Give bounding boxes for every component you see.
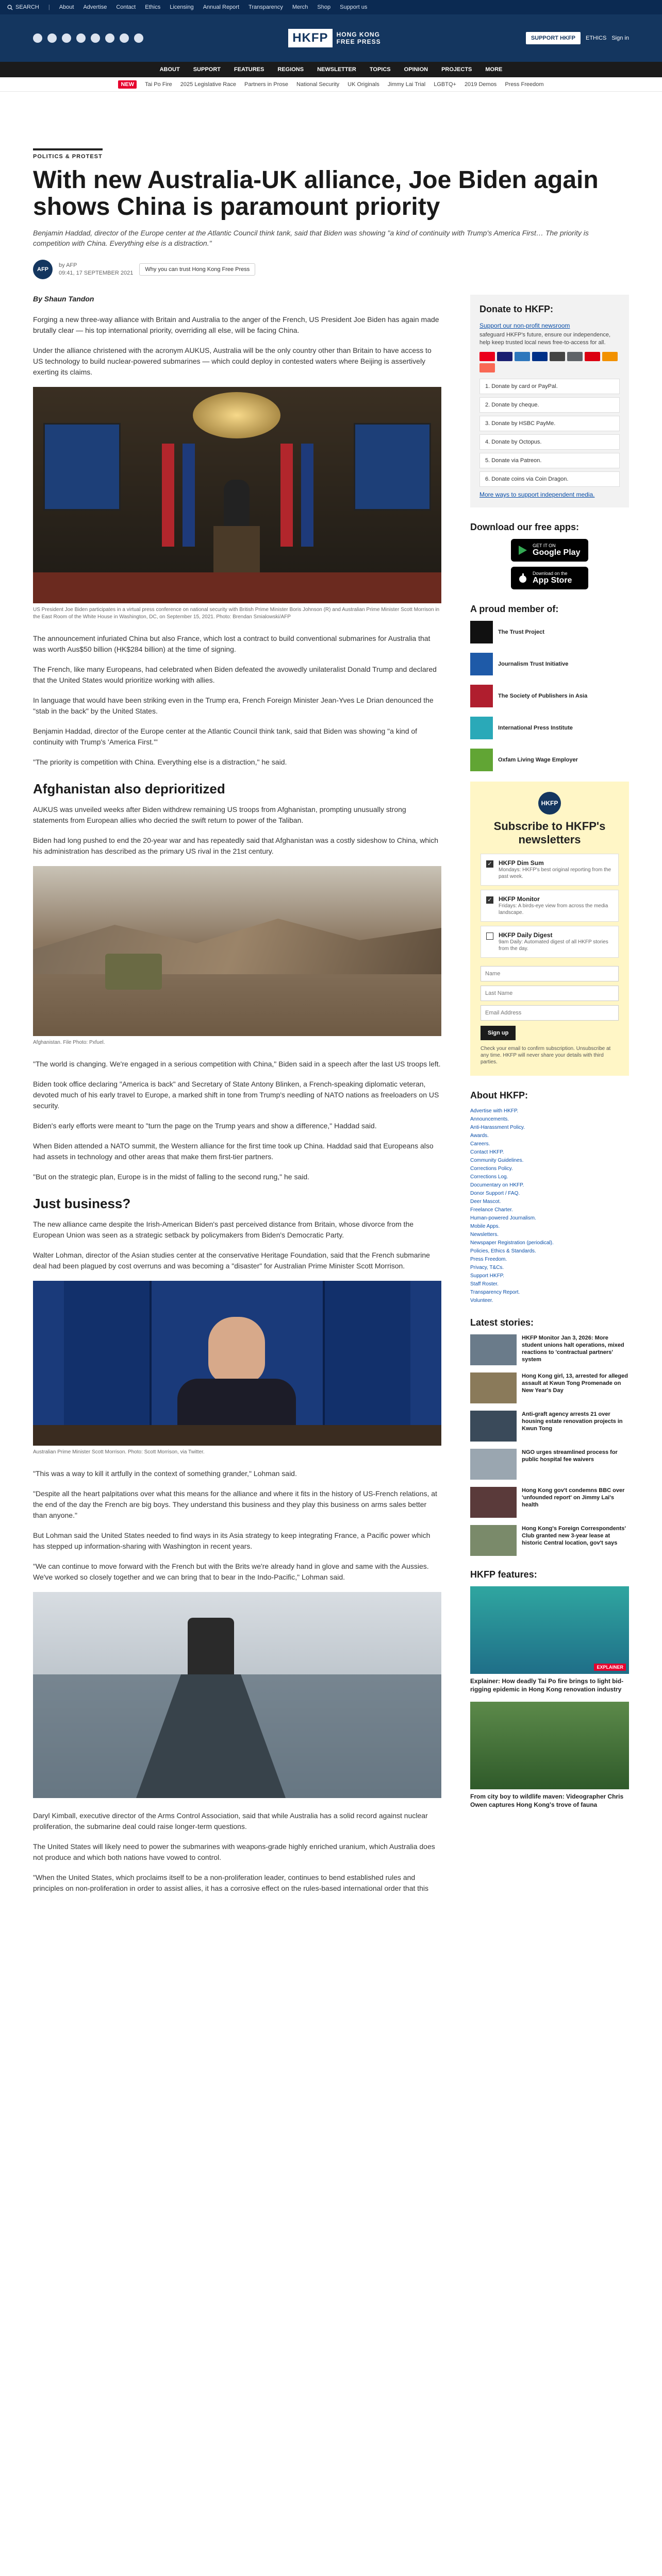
- paragraph: "But on the strategic plan, Europe is in the midst of falling to the second rung," he said.: [33, 1173, 310, 1181]
- subnav-item[interactable]: National Security: [296, 81, 340, 88]
- photo-press-conference[interactable]: [33, 387, 441, 603]
- author-avatar[interactable]: AFP: [33, 260, 53, 279]
- utility-bar: SEARCH | About Advertise Contact Ethics Licensing Annual Report Transparency Merch Shop Support us: [0, 0, 662, 14]
- newsletter-box: [470, 782, 629, 1076]
- byline-meta: [59, 262, 133, 277]
- features-section: [470, 1569, 629, 1809]
- google-play-button[interactable]: [511, 539, 588, 562]
- story-thumb: [470, 1372, 517, 1403]
- screen-right: [354, 423, 431, 511]
- carpet: [33, 572, 441, 603]
- person-head: [208, 1317, 265, 1384]
- photo-morrison[interactable]: [33, 1281, 441, 1446]
- paragraph: Forging a new three-way alliance with Britain and Australia to the anger of the French, US President Joe Biden has again made brutally clear — his top international priority, overriding all else, will be facing China.: [33, 315, 439, 334]
- about-link[interactable]: Community Guidelines.: [470, 1158, 524, 1163]
- donate-option-cheque[interactable]: 2. Donate by cheque.: [479, 397, 620, 413]
- member-section: [470, 604, 629, 771]
- paragraph: Benjamin Haddad, director of the Europe center at the Atlantic Council think tank, said that Biden was showing "a kind of continuity with Trump's 'America First.'": [33, 727, 418, 746]
- threads-icon[interactable]: [76, 33, 86, 43]
- facebook-icon[interactable]: [33, 33, 42, 43]
- donate-option-payme[interactable]: 3. Donate by HSBC PayMe.: [479, 416, 620, 431]
- photo-afghanistan[interactable]: [33, 866, 441, 1036]
- email-input[interactable]: [481, 1005, 619, 1021]
- octopus-icon: [602, 352, 618, 361]
- amex-icon: [515, 352, 530, 361]
- author-line: By Shaun Tandon: [33, 295, 94, 303]
- about-link[interactable]: Advertise with HKFP.: [470, 1108, 519, 1114]
- about-link[interactable]: Human-powered Journalism.: [470, 1215, 536, 1221]
- vehicle: [105, 954, 162, 990]
- about-link[interactable]: Support HKFP.: [470, 1273, 504, 1279]
- about-link[interactable]: Newspaper Registration (periodical).: [470, 1240, 554, 1246]
- logo-mark: HKFP: [288, 29, 332, 47]
- flag: [301, 444, 313, 547]
- paragraph: AUKUS was unveiled weeks after Biden withdrew remaining US troops from Afghanistan, prompting unusually strong statements from European allies who decried the swift return to power of the Taliban.: [33, 805, 406, 824]
- ad-space: [0, 92, 662, 148]
- paragraph: Walter Lohman, director of the Asian studies center at the conservative Heritage Foundation, said that the French submarine deal had been plagued by cost overruns and was becoming a "disaster" for Australian Prime Minister Scott Morrison.: [33, 1251, 430, 1270]
- about-link[interactable]: Anti-Harassment Policy.: [470, 1125, 525, 1130]
- byline-row: [33, 260, 629, 279]
- subnav-item[interactable]: Partners in Prose: [244, 81, 288, 88]
- util-link-merch[interactable]: Merch: [292, 4, 308, 10]
- last-name-input[interactable]: [481, 986, 619, 1001]
- newsletter-option-dimsum[interactable]: [481, 854, 619, 886]
- story-thumb: [470, 1411, 517, 1442]
- checkbox[interactable]: ✓: [486, 896, 493, 904]
- about-link[interactable]: Freelance Charter.: [470, 1207, 513, 1213]
- sign-in-link[interactable]: Sign in: [611, 35, 629, 41]
- about-link[interactable]: Volunteer.: [470, 1298, 493, 1303]
- paragraph: Biden had long pushed to end the 20-year war and has repeatedly said that Afghanistan was a costly sideshow to China, which his administration has described as the primary US rival in the 21st century.: [33, 836, 439, 855]
- latest-section: [470, 1317, 629, 1556]
- feature-image: [470, 1586, 629, 1674]
- member-name: International Press Institute: [498, 724, 573, 731]
- figure-submarine: [33, 1592, 441, 1798]
- section-heading: Just business?: [33, 1196, 131, 1211]
- paragraph: Biden's early efforts were meant to "turn the page on the Trump years and show a difference," Haddad said.: [33, 1122, 377, 1130]
- caption: Australian Prime Minister Scott Morrison. Photo: Scott Morrison, via Twitter.: [33, 1449, 205, 1455]
- donate-option-card[interactable]: 1. Donate by card or PayPal.: [479, 379, 620, 394]
- figure-press-conference: [33, 387, 441, 621]
- latest-title: Latest stories:: [470, 1317, 534, 1328]
- paragraph: The French, like many Europeans, had celebrated when Biden defeated the avowedly unilateralist Donald Trump and declared that the United States would prioritize working with allies.: [33, 665, 437, 684]
- about-link[interactable]: Corrections Log.: [470, 1174, 508, 1180]
- signup-button[interactable]: Sign up: [481, 1026, 516, 1040]
- util-link-annual-report[interactable]: Annual Report: [203, 4, 240, 10]
- paypal-icon: [532, 352, 548, 361]
- newsletter-name: HKFP Monitor: [499, 895, 540, 903]
- about-link[interactable]: Careers.: [470, 1141, 490, 1147]
- ethics-link[interactable]: ETHICS: [586, 35, 607, 41]
- member-ipi[interactable]: [470, 717, 629, 739]
- newsletter-title: Subscribe to HKFP's newsletters: [493, 820, 606, 846]
- feature-title: From city boy to wildlife maven: Videographer Chris Owen captures Hong Kong's trove of fauna: [470, 1793, 624, 1808]
- google-play-small: GET IT ON: [533, 543, 556, 548]
- util-link-support[interactable]: Support us: [340, 4, 368, 10]
- paragraph: The United States will likely need to power the submarines with weapons-grade highly enriched uranium, which Australia does not produce and which both nations have vowed to control.: [33, 1842, 435, 1861]
- story-title: Anti-graft agency arrests 21 over housing estate renovation projects in Kwun Tong: [522, 1411, 623, 1432]
- paragraph: Under the alliance christened with the acronym AUKUS, Australia will be the only country other than Britain to have access to US technology to build nuclear-powered submarines — which could deploy in contested waters where Beijing is assertively exerting its claims.: [33, 346, 432, 376]
- about-list: [470, 1107, 629, 1305]
- payment-methods: [479, 352, 620, 372]
- article-header: [0, 148, 662, 279]
- app-store-button[interactable]: [511, 567, 588, 589]
- newsletter-desc: 9am Daily: Automated digest of all HKFP stories from the day.: [499, 939, 608, 952]
- apps-title: Download our free apps:: [470, 522, 580, 532]
- latest-story[interactable]: [470, 1411, 629, 1442]
- article-category[interactable]: POLITICS & PROTEST: [33, 148, 103, 160]
- search-label: SEARCH: [15, 4, 39, 10]
- newsletter-desc: Fridays: A birds-eye view from across the media landscape.: [499, 903, 608, 916]
- paragraph: "We can continue to move forward with the French but with the Brits we're already hand in glove and same with the Aussies. We've worked so closely together and we can bring that to bear in the Indo-Pacific," Lohman said.: [33, 1562, 429, 1581]
- trust-project-logo: [470, 621, 493, 643]
- paragraph: "Despite all the heart palpitations over what this means for the alliance and where it fits in the history of US-French relations, at the end of the day the French are big boys. They understand this business and they play this business on arms sales better than anyone.": [33, 1489, 437, 1519]
- feature-image: [470, 1702, 629, 1789]
- util-link-licensing[interactable]: Licensing: [170, 4, 194, 10]
- app-store-small: Download on the: [533, 571, 568, 576]
- nav-newsletter[interactable]: NEWSLETTER: [317, 66, 356, 73]
- about-link[interactable]: Staff Roster.: [470, 1281, 499, 1287]
- sub-nav: [0, 77, 662, 92]
- byline-source[interactable]: by AFP: [59, 262, 77, 268]
- content-wrap: [0, 295, 662, 1903]
- donate-more-link[interactable]: More ways to support independent media.: [479, 491, 595, 498]
- newsletter-desc: Mondays: HKFP's best original reporting from the past week.: [499, 867, 611, 879]
- nav-projects[interactable]: PROJECTS: [441, 66, 472, 73]
- newsletter-option-digest[interactable]: [481, 926, 619, 958]
- latest-story[interactable]: [470, 1449, 629, 1480]
- latest-story[interactable]: [470, 1334, 629, 1365]
- visa-icon: [497, 352, 512, 361]
- new-badge: NEW: [118, 80, 137, 89]
- story-title: Hong Kong gov't condemns BBC over 'unfounded report' on Jimmy Lai's health: [522, 1487, 625, 1508]
- about-link[interactable]: Corrections Policy.: [470, 1166, 513, 1172]
- nav-features[interactable]: FEATURES: [234, 66, 264, 73]
- search-button[interactable]: [7, 4, 39, 10]
- photo-submarine[interactable]: [33, 1592, 441, 1798]
- util-link-about[interactable]: About: [59, 4, 74, 10]
- checkbox[interactable]: ✓: [486, 860, 493, 868]
- paragraph: "The priority is competition with China. Everything else is a distraction," he said.: [33, 758, 287, 766]
- instagram-icon[interactable]: [62, 33, 71, 43]
- about-link[interactable]: Policies, Ethics & Standards.: [470, 1248, 536, 1254]
- youtube-icon[interactable]: [91, 33, 100, 43]
- water: [33, 1674, 441, 1798]
- member-name: Oxfam Living Wage Employer: [498, 756, 578, 763]
- flag: [162, 444, 174, 547]
- paragraph: Biden took office declaring "America is back" and Secretary of State Antony Blinken, a French-speaking diplomatic veteran, devoted much of his early travel to Europe, a marked shift in tone from Trump's needling of NATO nations as freeloaders on US security.: [33, 1080, 439, 1110]
- latest-story[interactable]: [470, 1487, 629, 1518]
- donate-option-octopus[interactable]: 4. Donate by Octopus.: [479, 434, 620, 450]
- paragraph: In language that would have been striking even in the Trump era, French Foreign Minister Jean-Yves Le Drian denounced the "stab in the back" by the United States.: [33, 696, 434, 715]
- newsletter-logo: HKFP: [538, 792, 561, 815]
- about-link[interactable]: Press Freedom.: [470, 1257, 507, 1262]
- desk: [33, 1425, 441, 1446]
- flag-left: [64, 1281, 152, 1446]
- feature-card[interactable]: [470, 1586, 629, 1693]
- member-name: The Society of Publishers in Asia: [498, 692, 588, 699]
- about-link[interactable]: Newsletters.: [470, 1232, 499, 1238]
- donate-text: safeguard HKFP's future, ensure our independence, help keep trusted local news free-to-access for all.: [479, 332, 611, 346]
- nav-support[interactable]: SUPPORT: [193, 66, 221, 73]
- telegram-icon[interactable]: [120, 33, 129, 43]
- latest-story[interactable]: [470, 1525, 629, 1556]
- mastercard-icon: [479, 352, 495, 361]
- byline-date: 09:41, 17 SEPTEMBER 2021: [59, 270, 134, 276]
- about-link[interactable]: Donor Support / FAQ.: [470, 1191, 520, 1196]
- oxfam-logo: [470, 749, 493, 771]
- about-section: [470, 1090, 629, 1305]
- paragraph: But Lohman said the United States needed to find ways in its Asia strategy to keep integrating France, a Pacific power which has stepped up information-sharing with Washington in recent years.: [33, 1531, 431, 1550]
- sidebar: [470, 295, 629, 1903]
- paragraph: "The world is changing. We're engaged in a serious competition with China," Biden said in a speech after the last US troops left.: [33, 1060, 441, 1068]
- newsletter-option-monitor[interactable]: [481, 890, 619, 922]
- nav-about[interactable]: ABOUT: [159, 66, 180, 73]
- nav-opinion[interactable]: OPINION: [404, 66, 428, 73]
- about-link[interactable]: Contact HKFP.: [470, 1149, 504, 1155]
- search-icon: [7, 5, 13, 10]
- patreon-icon: [479, 363, 495, 372]
- member-name: The Trust Project: [498, 629, 544, 635]
- submarine-sail: [188, 1618, 234, 1680]
- payme-icon: [585, 352, 600, 361]
- paragraph: "When the United States, which proclaims itself to be a non-proliferation leader, continues to bend established rules and principles on non-proliferation in order to assist allies, it has a corrosive effect on the rules-based international order that this: [33, 1873, 429, 1892]
- site-logo[interactable]: [288, 29, 380, 47]
- about-title: About HKFP:: [470, 1090, 528, 1100]
- features-title: HKFP features:: [470, 1569, 537, 1580]
- story-thumb: [470, 1449, 517, 1480]
- applepay-icon: [550, 352, 565, 361]
- nav-topics[interactable]: TOPICS: [369, 66, 391, 73]
- chandelier: [193, 392, 280, 438]
- caption: US President Joe Biden participates in a virtual press conference on national security with British Prime Minister Boris Johnson (R) and Australian Prime Minister Scott Morrison in the East Room of the White House in Washington, DC, on September 15, 2021. Photo: Brendan Smialowski/AFP: [33, 607, 440, 620]
- subnav-item[interactable]: Tai Po Fire: [145, 81, 172, 88]
- apple-icon: [517, 572, 528, 584]
- member-jti[interactable]: [470, 653, 629, 675]
- site-header: [0, 14, 662, 62]
- section-heading: Afghanistan also deprioritized: [33, 781, 225, 796]
- util-link-ethics[interactable]: Ethics: [145, 4, 161, 10]
- nav-regions[interactable]: REGIONS: [277, 66, 304, 73]
- subnav-item[interactable]: Press Freedom: [505, 81, 544, 88]
- jti-logo: [470, 653, 493, 675]
- story-title: NGO urges streamlined process for public hospital fee waivers: [522, 1449, 618, 1463]
- feature-title: Explainer: How deadly Tai Po fire brings to light bid-rigging epidemic in Hong Kong renovation industry: [470, 1677, 624, 1693]
- logo-line-1: HONG KONG: [336, 31, 380, 38]
- paragraph: When Biden attended a NATO summit, the Western alliance for the first time took up China. Haddad said that Europeans also had assets in technology and other areas that make them first-tier partners.: [33, 1142, 434, 1161]
- subnav-item[interactable]: 2025 Legislative Race: [180, 81, 236, 88]
- story-thumb: [470, 1334, 517, 1365]
- rss-icon[interactable]: [134, 33, 143, 43]
- member-name: Journalism Trust Initiative: [498, 660, 569, 667]
- member-title: A proud member of:: [470, 604, 559, 614]
- social-links: [33, 33, 143, 43]
- story-thumb: [470, 1525, 517, 1556]
- nav-more[interactable]: MORE: [485, 66, 503, 73]
- trust-button[interactable]: Why you can trust Hong Kong Free Press: [139, 263, 255, 276]
- flag: [183, 444, 195, 547]
- flag-right: [323, 1281, 410, 1446]
- donate-option-coins[interactable]: 6. Donate coins via Coin Dragon.: [479, 471, 620, 487]
- mountains: [33, 912, 441, 974]
- google-play-icon: [517, 545, 528, 556]
- subnav-item[interactable]: 2019 Demos: [464, 81, 497, 88]
- donate-title: Donate to HKFP:: [479, 304, 553, 314]
- apps-section: [470, 522, 629, 589]
- story-title: Hong Kong's Foreign Correspondents' Club granted new 3-year lease at historic Central location, gov't says: [522, 1526, 626, 1546]
- name-input[interactable]: [481, 966, 619, 981]
- feature-card[interactable]: [470, 1702, 629, 1809]
- x-icon[interactable]: [47, 33, 57, 43]
- donate-box: [470, 295, 629, 507]
- figure-morrison: [33, 1281, 441, 1456]
- linkedin-icon[interactable]: [105, 33, 114, 43]
- util-link-transparency[interactable]: Transparency: [249, 4, 283, 10]
- paragraph: The new alliance came despite the Irish-American Biden's past perceived distance from Britain, whose divorce from the European Union was seen as a strategic setback by policymakers from Biden's Democratic Party.: [33, 1220, 414, 1239]
- flag: [280, 444, 293, 547]
- about-link[interactable]: Documentary on HKFP.: [470, 1182, 524, 1188]
- logo-text: [337, 31, 381, 45]
- article-deck: Benjamin Haddad, director of the Europe center at the Atlantic Council think tank, said that Biden was showing "a kind of continuity with Trump's America First… The priority is competition with China. Everything else is a distraction.": [33, 229, 589, 247]
- donate-link[interactable]: Support our non-profit newsroom: [479, 322, 570, 329]
- about-link[interactable]: Announcements.: [470, 1116, 509, 1122]
- about-link[interactable]: Awards.: [470, 1133, 489, 1139]
- subnav-item[interactable]: Jimmy Lai Trial: [387, 81, 426, 88]
- ipi-logo: [470, 717, 493, 739]
- app-store-big: App Store: [533, 576, 572, 585]
- util-link-contact[interactable]: Contact: [116, 4, 136, 10]
- googlepay-icon: [567, 352, 583, 361]
- figure-afghanistan: [33, 866, 441, 1046]
- newsletter-note: Check your email to confirm subscription. Unsubscribe at any time. HKFP will never share your details with third parties.: [481, 1046, 611, 1065]
- latest-story[interactable]: [470, 1372, 629, 1403]
- util-link-shop[interactable]: Shop: [317, 4, 331, 10]
- paragraph: The announcement infuriated China but also France, which lost a contract to build conventional submarines for Australia that was worth Aus$50 billion (HK$284 billion) at the time of signing.: [33, 634, 431, 653]
- donate-option-patreon[interactable]: 5. Donate via Patreon.: [479, 453, 620, 468]
- story-thumb: [470, 1487, 517, 1518]
- story-title: HKFP Monitor Jan 3, 2026: More student unions halt operations, mixed reactions to 'contractual partners' system: [522, 1335, 624, 1363]
- member-trust-project[interactable]: [470, 621, 629, 643]
- main-nav: [0, 62, 662, 77]
- subnav-item[interactable]: LGBTQ+: [434, 81, 456, 88]
- screen-left: [43, 423, 121, 511]
- article-title: With new Australia-UK alliance, Joe Biden again shows China is paramount priority: [33, 166, 599, 221]
- util-link-advertise[interactable]: Advertise: [83, 4, 107, 10]
- about-link[interactable]: Privacy, T&Cs.: [470, 1265, 504, 1270]
- about-link[interactable]: Deer Mascot.: [470, 1199, 501, 1205]
- newsletter-name: HKFP Daily Digest: [499, 931, 553, 939]
- sopa-logo: [470, 685, 493, 707]
- paragraph: Daryl Kimball, executive director of the Arms Control Association, said that while Australia has a solid record against nuclear proliferation, the submarine deal could raise longer-term questions.: [33, 1811, 428, 1831]
- member-oxfam[interactable]: [470, 749, 629, 771]
- checkbox[interactable]: [486, 933, 493, 940]
- about-link[interactable]: Transparency Report.: [470, 1290, 520, 1295]
- logo-line-2: FREE PRESS: [336, 38, 381, 45]
- support-hkfp-button[interactable]: SUPPORT HKFP: [526, 32, 581, 44]
- article-body: [33, 295, 441, 1903]
- subnav-item[interactable]: UK Originals: [347, 81, 379, 88]
- feature-tag: EXPLAINER: [594, 1664, 626, 1671]
- member-sopa[interactable]: [470, 685, 629, 707]
- google-play-big: Google Play: [533, 548, 581, 557]
- header-actions: [526, 32, 629, 44]
- newsletter-name: HKFP Dim Sum: [499, 859, 544, 867]
- paragraph: "This was a way to kill it artfully in the context of something grander," Lohman said.: [33, 1469, 297, 1478]
- caption: Afghanistan. File Photo: Pxfuel.: [33, 1040, 105, 1045]
- about-link[interactable]: Mobile Apps.: [470, 1224, 500, 1229]
- story-title: Hong Kong girl, 13, arrested for alleged assault at Kwun Tong Promenade on New Year's Day: [522, 1373, 628, 1394]
